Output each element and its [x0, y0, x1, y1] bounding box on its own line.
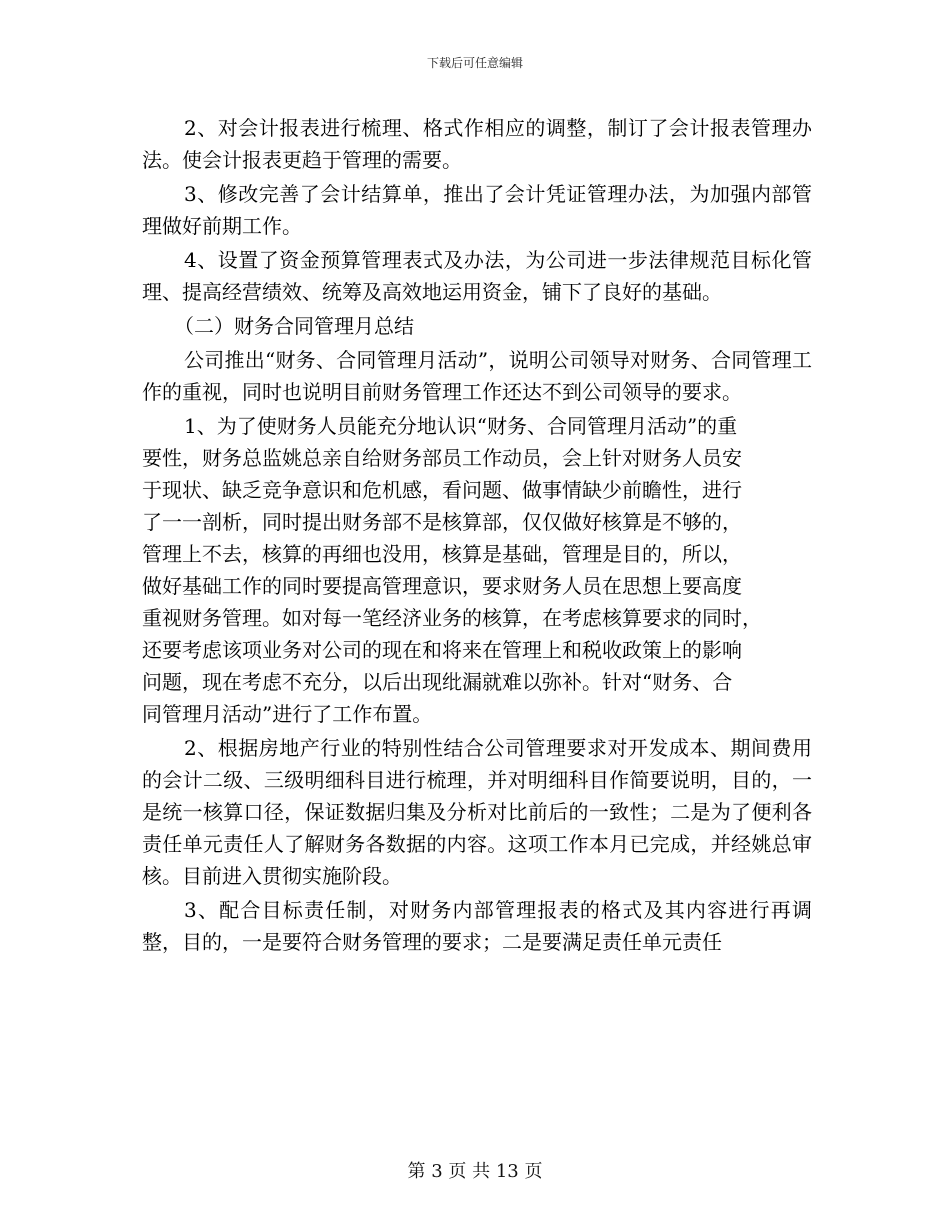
- document-body: [142, 112, 812, 960]
- paragraph: 公司推出“财务、合同管理月活动”，说明公司领导对财务、合同管理工作的重视，同时也说明目前财务管理工作还达不到公司领导的要求。: [142, 348, 812, 404]
- paragraph-line: 做好基础工作的同时要提高管理意识，要求财务人员在思想上要高度: [142, 574, 742, 598]
- paragraph: 2、对会计报表进行梳理、格式作相应的调整，制订了会计报表管理办法。使会计报表更趋于管理的需要。: [142, 116, 812, 172]
- paragraph-line: 1、为了使财务人员能充分地认识“财务、合同管理月活动”的重: [184, 414, 738, 438]
- paragraph-line: 问题，现在考虑不充分，以后出现纰漏就难以弥补。针对“财务、合: [142, 670, 733, 694]
- paragraph: 4、设置了资金预算管理表式及办法，为公司进一步法律规范目标化管理、提高经营绩效、统筹及高效地运用资金，铺下了良好的基础。: [142, 248, 812, 304]
- page-header: 下载后可任意编辑: [426, 56, 523, 70]
- paragraph: 3、配合目标责任制，对财务内部管理报表的格式及其内容进行再调整，目的，一是要符合财务管理的要求；二是要满足责任单元责任: [142, 898, 812, 954]
- paragraph-line: 管理上不去，核算的再细也没用，核算是基础，管理是目的，所以，: [142, 542, 742, 566]
- section-heading: （二）财务合同管理月总结: [174, 314, 414, 338]
- paragraph-item-1: [142, 410, 812, 730]
- paragraph-line: 于现状、缺乏竞争意识和危机感，看问题、做事情缺少前瞻性，进行: [142, 478, 742, 502]
- paragraph-line: 要性，财务总监姚总亲自给财务部员工作动员，会上针对财务人员安: [142, 446, 742, 470]
- paragraph: 2、根据房地产行业的特别性结合公司管理要求对开发成本、期间费用的会计二级、三级明细科目进行梳理，并对明细科目作简要说明，目的，一是统一核算口径，保证数据归集及分析对比前后的一致性；二是为了便利各责任单元责任人了解财务各数据的内容。这项工作本月已完成，并经姚总审核。目前进入贯彻实施阶段。: [142, 736, 812, 888]
- page-number-footer: 第 3 页 共 13 页: [407, 1161, 543, 1182]
- paragraph: 3、修改完善了会计结算单，推出了会计凭证管理办法，为加强内部管理做好前期工作。: [142, 182, 812, 238]
- paragraph-line: 重视财务管理。如对每一笔经济业务的核算，在考虑核算要求的同时，: [142, 606, 762, 630]
- paragraph-line: 了一一剖析，同时提出财务部不是核算部，仅仅做好核算是不够的，: [142, 510, 742, 534]
- paragraph-line: 同管理月活动”进行了工作布置。: [142, 702, 433, 726]
- paragraph-line: 还要考虑该项业务对公司的现在和将来在管理上和税收政策上的影响: [142, 638, 742, 662]
